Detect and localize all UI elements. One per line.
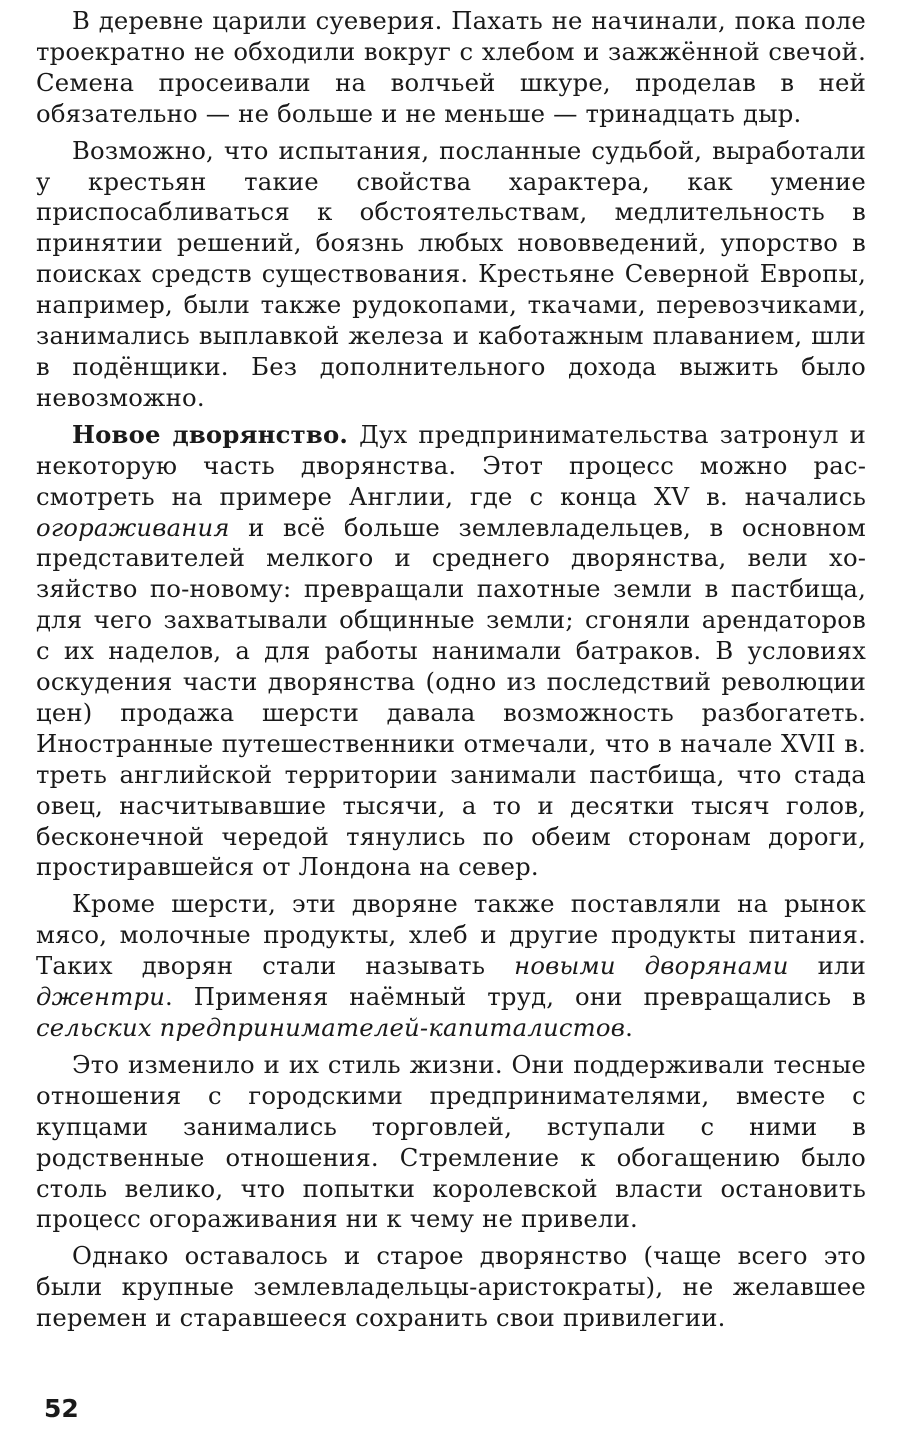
term-gentry: джентри xyxy=(36,982,166,1012)
paragraph-text: Дух предпринимательства затронул и некоторую часть дворянства. Этот процесс можно рассмотреть на примере Англии, где с конца XV в. начались xyxy=(36,419,867,511)
term-rural-entrepreneurs: сельских предпринимателей-капиталистов xyxy=(36,1013,626,1042)
term-new-nobles: новыми дворянами xyxy=(514,951,789,981)
paragraph-text: или xyxy=(788,951,866,981)
paragraph-text: Однако оставалось и старое дворянство (чаще всего это были крупные землевладельцы-аристократы), не желавшее перемен и старавшееся сохранить свои привилегии. xyxy=(36,1241,866,1333)
paragraph-text: Это изменило и их стиль жизни. Они поддерживали тесные отношения с городскими предпринимателями, вместе с купцами занимались торговлей, вступали с ними в родственные отношения. Стремление к обогащению было столь велико, что попытки королевской власти остановить процесс огораживания ни к чему не привели. xyxy=(36,1049,866,1234)
paragraph-new-nobility xyxy=(36,420,866,884)
paragraph-text: В деревне царили суеверия. Пахать не начинали, пока поле троекратно не обходили вокруг с хлебом и зажжённой свечой. Семена просеивали на волчьей шкуре, проделав в ней обязательно — не больше и не меньше — тринадцать дыр. xyxy=(36,6,866,128)
paragraph-text: . xyxy=(625,1013,634,1042)
term-enclosures: огораживания xyxy=(36,512,230,542)
paragraph-text: и всё больше землевладельцев, в основном представителей мелкого и среднего дворянства, вели хозяйство по-новому: превращали пахотные земли в пастбища, для чего захватывали общинные земли; сгоняли арендаторов с их наделов, а для работы нанимали батраков. В условиях оскудения части дворянства (одно из последствий революции цен) продажа шерсти давала возможность разбогатеть. Иностранные путешественники отмечали, что в начале XVII в. треть английской территории занимали пастбища, что стада овец, насчитывавшие тысячи, а то и десятки тысяч голов, бесконечной чередой тянулись по обеим сторонам дороги, простиравшейся от Лондона на север. xyxy=(36,512,866,882)
paragraph-text: Кроме шерсти, эти дворяне также поставляли на рынок мясо, молочные продукты, хлеб и другие продукты питания. Таких дворян стали называть xyxy=(36,889,866,981)
paragraph-text: . Применяя наёмный труд, они превращались в xyxy=(165,982,866,1012)
paragraph-text: Возможно, что испытания, посланные судьбой, выработали у крестьян такие свойства характера, как умение приспосабливаться к обстоятельствам, медлительность в принятии решений, боязнь любых нововведений, упорство в поисках средств существования. Крестьяне Северной Европы, например, были также рудокопами, ткачами, перевозчиками, занимались выплавкой железа и каботажным плаванием, шли в подёнщики. Без дополнительного дохода выжить было невозможно. xyxy=(36,135,866,412)
paragraph-lifestyle xyxy=(36,1050,866,1235)
paragraph-superstitions xyxy=(36,6,866,130)
paragraph-old-nobility xyxy=(36,1241,866,1334)
page-number: 52 xyxy=(44,1394,79,1423)
paragraph-peasant-character xyxy=(36,136,866,414)
page-body xyxy=(36,6,866,1340)
paragraph-gentry xyxy=(36,889,866,1044)
section-heading: Новое дворянство. xyxy=(72,419,349,449)
